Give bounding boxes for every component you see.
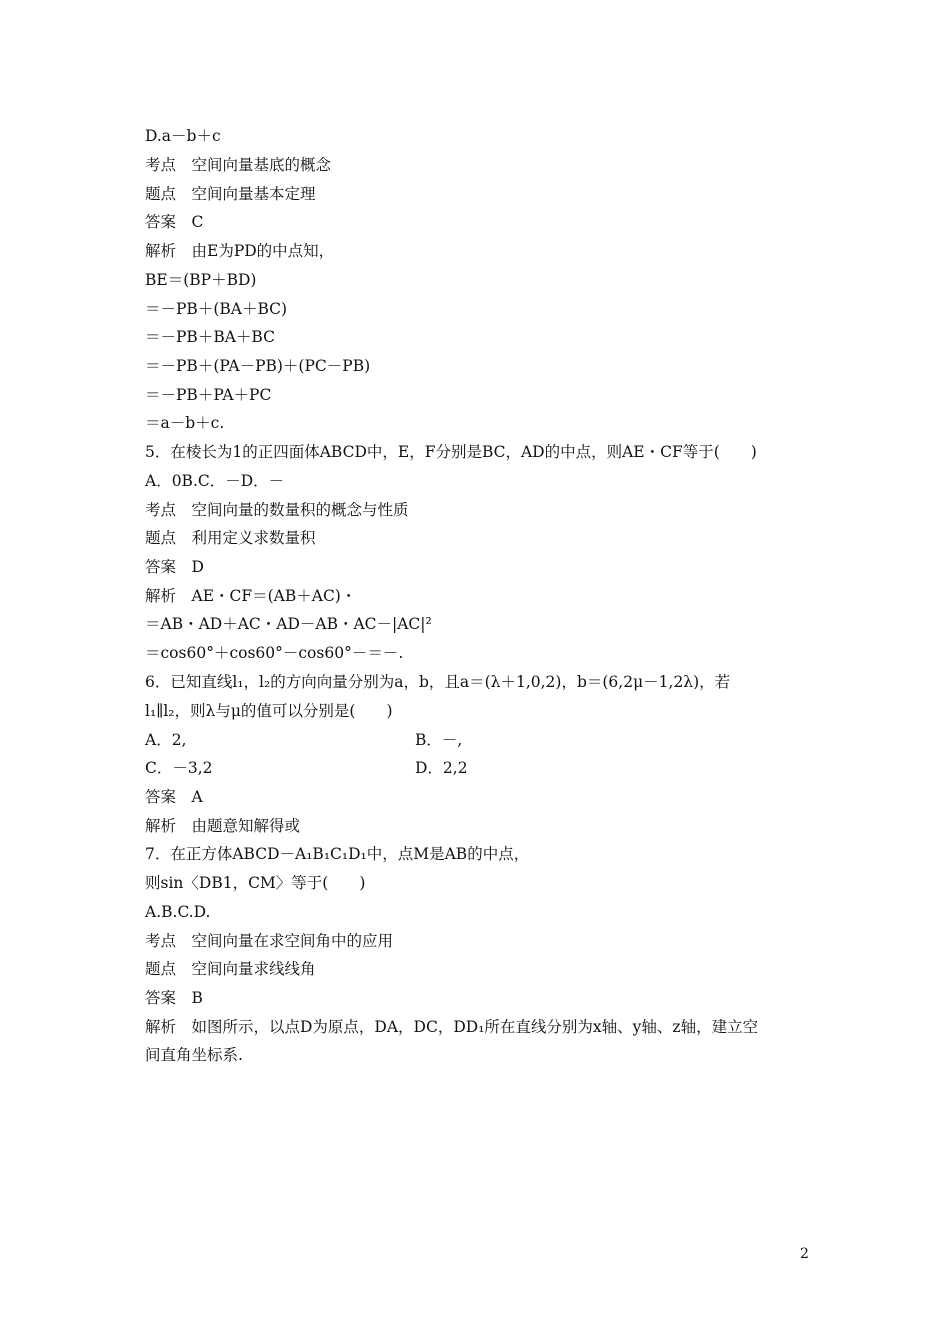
equation-line: ＝cos60°＋cos60°－cos60°－＝－. xyxy=(145,644,404,662)
equation-line: BE＝(BP＋BD) xyxy=(145,271,257,289)
kaodian-line: 考点 空间向量的数量积的概念与性质 xyxy=(145,501,409,519)
question-7-options: A.B.C.D. xyxy=(145,903,211,921)
analysis-line: 解析 如图所示，以点D为原点，DA，DC，DD₁所在直线分别为x轴、y轴、z轴，建立空 xyxy=(145,1018,759,1036)
equation-line: ＝－PB＋PA＋PC xyxy=(145,386,272,404)
analysis-cont: 间直角坐标系. xyxy=(145,1046,243,1064)
option-c: C．－3,2 xyxy=(145,759,213,777)
question-7: 7．在正方体ABCD－A₁B₁C₁D₁中，点M是AB的中点， xyxy=(145,845,530,863)
equation-line: ＝AB・AD＋AC・AD－AB・AC－|AC|² xyxy=(145,615,432,633)
equation-line: ＝a－b＋c. xyxy=(145,414,225,432)
answer-line: 答案 D xyxy=(145,558,204,576)
option-d: D．2,2 xyxy=(415,759,468,777)
question-6: 6．已知直线l₁，l₂的方向向量分别为a，b，且a＝(λ＋1,0,2)，b＝(6,2μ－1,2λ)，若 xyxy=(145,673,731,691)
equation-line: ＝－PB＋BA＋BC xyxy=(145,328,275,346)
page-number: 2 xyxy=(800,1246,809,1262)
question-6-cont: l₁∥l₂，则λ与μ的值可以分别是( ) xyxy=(145,702,393,720)
question-5-options: A．0B.C．－D．－ xyxy=(145,472,285,490)
option-d-line: D.a－b＋c xyxy=(145,127,221,145)
tidian-line: 题点 空间向量基本定理 xyxy=(145,185,316,203)
kaodian-line: 考点 空间向量基底的概念 xyxy=(145,156,332,174)
question-5: 5．在棱长为1的正四面体ABCD中，E，F分别是BC，AD的中点，则AE・CF等于( ) xyxy=(145,443,757,461)
equation-line: ＝－PB＋(PA－PB)＋(PC－PB) xyxy=(145,357,371,375)
answer-line: 答案 B xyxy=(145,989,203,1007)
answer-line: 答案 A xyxy=(145,788,203,806)
question-7-cont: 则sin〈DB1，CM〉等于( ) xyxy=(145,874,366,892)
analysis-line: 解析 由题意知解得或 xyxy=(145,817,301,835)
option-a: A．2, xyxy=(145,731,187,749)
tidian-line: 题点 空间向量求线线角 xyxy=(145,960,316,978)
option-b: B．－, xyxy=(415,731,463,749)
tidian-line: 题点 利用定义求数量积 xyxy=(145,529,316,547)
analysis-line: 解析 AE・CF＝(AB＋AC)・ xyxy=(145,587,357,605)
kaodian-line: 考点 空间向量在求空间角中的应用 xyxy=(145,932,394,950)
analysis-line: 解析 由E为PD的中点知， xyxy=(145,242,335,260)
equation-line: ＝－PB＋(BA＋BC) xyxy=(145,300,288,318)
answer-line: 答案 C xyxy=(145,213,204,231)
